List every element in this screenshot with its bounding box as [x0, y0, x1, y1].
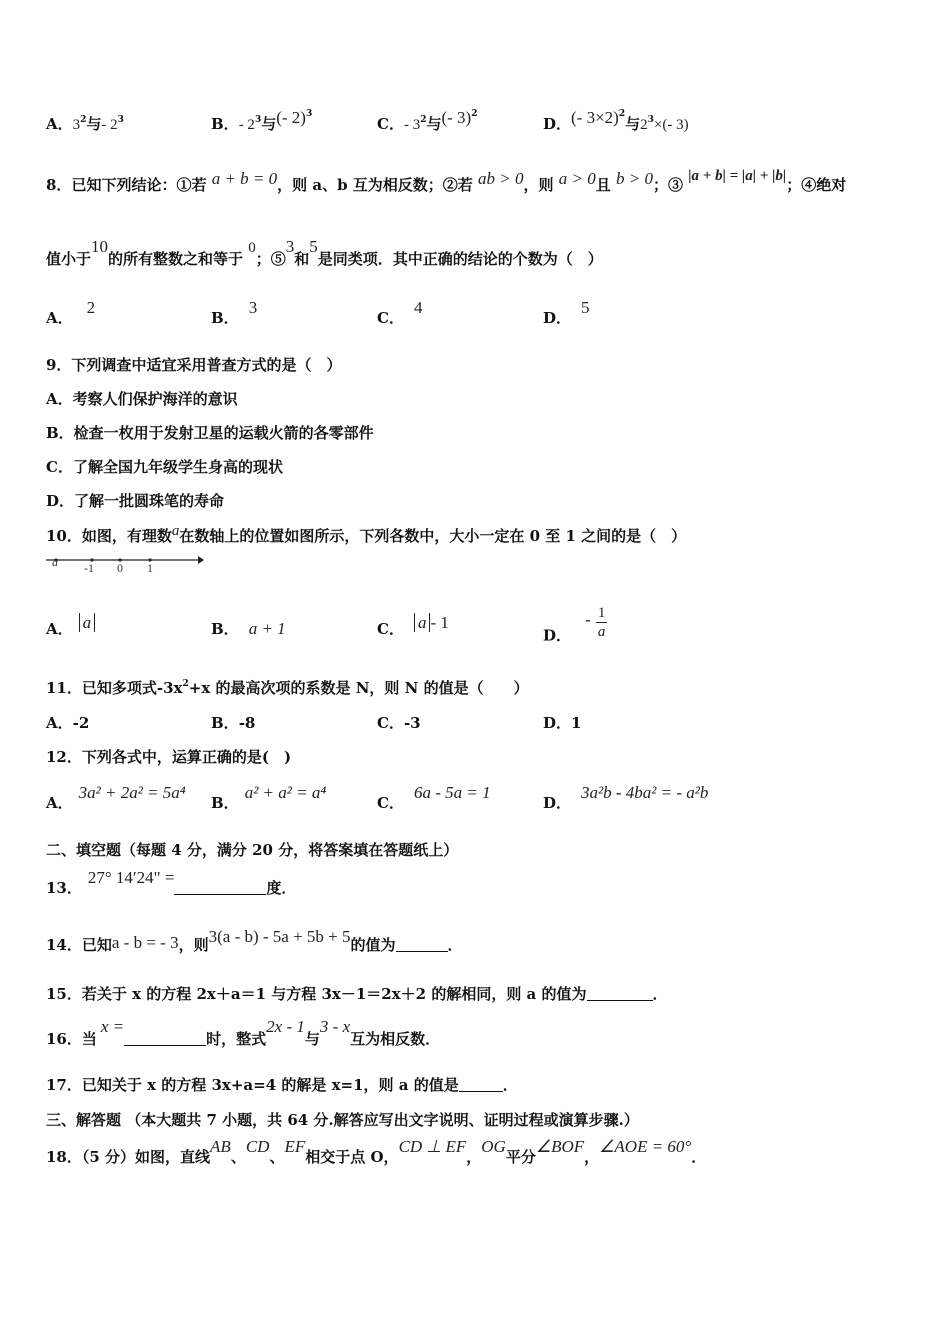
- answer-blank[interactable]: [587, 986, 653, 1001]
- q11-option-c: C．-3: [377, 714, 421, 732]
- q11-option-a: A．-2: [46, 714, 90, 732]
- fraction-one-over-a: $\frac{1}{a}$: [597, 605, 606, 640]
- q9-option-d: D．了解一批圆珠笔的寿命: [46, 492, 225, 510]
- q8-option-d: D．5: [543, 298, 590, 327]
- q7-option-c: C．- $3^2$与(- 3)$^2$: [377, 108, 478, 133]
- q10-option-a: A． a: [46, 618, 95, 639]
- q18: 18．（5 分）如图，直线AB、CD、EF相交于点 O，CD ⊥ EF，OG平分∠BOF，∠AOE = 60°．: [46, 1137, 707, 1166]
- q16: 16．当x =时，整式2x - 1与3 - x互为相反数．: [46, 1017, 441, 1048]
- answer-blank[interactable]: [124, 1031, 206, 1046]
- q12-option-d: D．3a²b - 4ba² = - a²b: [543, 783, 709, 812]
- q9-option-c: C．了解全国九年级学生身高的现状: [46, 458, 283, 476]
- q8-option-c: C．4: [377, 298, 423, 327]
- q7-option-d: D．(- 3×2)$^2$与$2^3\times(-$ 3): [543, 108, 689, 133]
- q10-option-c: C． a - 1: [377, 613, 449, 638]
- q7-option-a: A．$3^2$与- $2^3$: [46, 115, 124, 133]
- label-one: 1: [147, 561, 153, 575]
- q17: 17．已知关于 x 的方程 3x+a=4 的解是 x=1，则 a 的值是 ．: [46, 1076, 518, 1094]
- answer-blank[interactable]: [396, 937, 448, 952]
- label-zero: 0: [117, 561, 123, 575]
- q9-option-b: B．检查一枚用于发射卫星的运载火箭的各零部件: [46, 424, 374, 442]
- q8-line-2: 值小于10的所有整数之和等于 0；⑤3和5是同类项．其中正确的结论的个数为（ ）: [46, 237, 603, 268]
- label-minus-one: -1: [84, 561, 94, 575]
- q11-option-d: D．1: [543, 714, 582, 732]
- q12-stem: 12．下列各式中，运算正确的是( ): [46, 748, 292, 766]
- q14: 14．已知a - b = - 3，则3(a - b) - 5a + 5b + 5的值为 ．: [46, 927, 463, 954]
- q7-option-b: B．- $2^3$与(- 2)$^3$: [211, 108, 313, 133]
- q10-option-d: D．- $\frac{1}{a}$: [543, 605, 606, 645]
- q10-stem: 10．如图，有理数a在数轴上的位置如图所示，下列各数中，大小一定在 0 至 1 之间的是（ ）: [46, 523, 687, 545]
- q12-option-c: C．6a - 5a = 1: [377, 783, 491, 812]
- q9-option-a: A．考察人们保护海洋的意识: [46, 390, 238, 408]
- q11-stem: 11．已知多项式$-3x^2+x$ 的最高次项的系数是 N，则 N 的值是（ ）: [46, 679, 529, 697]
- q9-stem: 9．下列调查中适宜采用普查方式的是（ ）: [46, 356, 342, 374]
- q13: 13．27° 14′24" =度．: [46, 868, 297, 897]
- number-line-figure: [44, 552, 206, 576]
- q15: 15．若关于 x 的方程 2x＋a＝1 与方程 3x－1＝2x＋2 的解相同，则 a 的值为 ．: [46, 985, 668, 1003]
- q8-option-b: B．3: [211, 298, 258, 327]
- q8-line-1: 8．已知下列结论：①若 a + b = 0，则 a、b 互为相反数；②若 ab > 0，则 a > 0且 b > 0；③ |a + b| = |a| + |b|；④绝对: [46, 168, 847, 194]
- q8-option-a: A．2: [46, 298, 96, 327]
- answer-blank[interactable]: [459, 1077, 503, 1092]
- q10-option-b: B． a + 1: [211, 619, 286, 638]
- q11-option-b: B．-8: [211, 714, 256, 732]
- label-a: a: [52, 555, 58, 569]
- q12-option-a: A．3a² + 2a² = 5a⁴: [46, 783, 186, 812]
- q12-option-b: B．a² + a² = a⁴: [211, 783, 327, 812]
- section-3-heading: 三、解答题 （本大题共 7 小题，共 64 分.解答应写出文字说明、证明过程或演算步骤.）: [46, 1111, 639, 1129]
- answer-blank[interactable]: [174, 880, 266, 895]
- arrow-right-icon: [198, 556, 204, 564]
- section-2-heading: 二、填空题（每题 4 分，满分 20 分，将答案填在答题纸上）: [46, 841, 459, 859]
